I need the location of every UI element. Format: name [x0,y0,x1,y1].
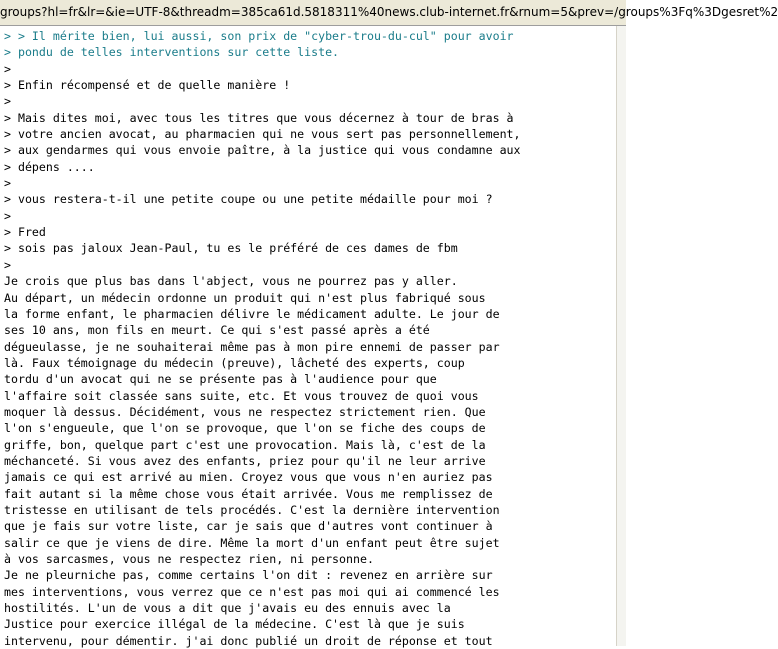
message-body [4,28,616,646]
message-line: que je fais sur votre liste, car je sais que d'autres vont continuer à [4,519,493,534]
quoted-line: > [4,257,11,272]
message-line: la forme enfant, le pharmacien délivre le médicament adulte. Le jour de [4,306,500,321]
message-line: l'on s'engueule, que l'on se provoque, que l'on se fiche des coups de [4,421,486,436]
quoted-line: > [4,61,11,76]
message-line: Justice pour exercice illégal de la médecine. C'est là que je suis [4,617,465,632]
quoted-line: > Enfin récompensé et de quelle manière ! [4,78,291,93]
message-line: intervenu, pour démentir. j'ai donc publié un droit de réponse et tout [4,633,493,648]
quoted-line: > [4,176,11,191]
message-line: Au départ, un médecin ordonne un produit qui n'est plus fabriqué sous [4,290,486,305]
quoted-line: > vous restera-t-il une petite coupe ou une petite médaille pour moi ? [4,192,493,207]
message-line: dégueulasse, je ne souhaiterai même pas à mon pire ennemi de passer par [4,339,500,354]
message-line: l'affaire soit classée sans suite, etc. Et vous trouvez de quoi vous [4,388,479,403]
message-line: hostilités. L'un de vous a dit que j'avais eu des ennuis avec la [4,601,451,616]
message-line: là. Faux témoignage du médecin (preuve), lâcheté des experts, coup [4,355,465,370]
message-line: mes interventions, vous verrez que ce n'est pas moi qui ai commencé les [4,584,500,599]
message-line: méchanceté. Si vous avez des enfants, priez pour qu'il ne leur arrive [4,453,486,468]
message-line: salir ce que je viens de dire. Même la mort d'un enfant peut être sujet [4,535,500,550]
address-bar[interactable] [0,0,778,26]
quoted-line: > pondu de telles interventions sur cette liste. [4,45,340,60]
quoted-line: > Mais dites moi, avec tous les titres que vous décernez à tour de bras à [4,110,514,125]
message-line: tordu d'un avocat qui ne se présente pas à l'audience pour que [4,372,437,387]
quoted-line: > sois pas jaloux Jean-Paul, tu es le préféré de ces dames de fbm [4,241,458,256]
address-bar-url[interactable]: groups?hl=fr&lr=&ie=UTF-8&threadm=385ca61d.5818311%40news.club-internet.fr&rnum=5&prev=/groups%3Fq%3Dgesret%2 [0,5,778,19]
vertical-scrollbar[interactable] [616,26,626,646]
quoted-line: > [4,208,11,223]
quoted-line: > Fred [4,225,46,240]
message-line: à vos sarcasmes, vous ne respectez rien, ni personne. [4,552,374,566]
message-line: jamais ce qui est arrivé au mien. Croyez vous que vous n'en auriez pas [4,470,493,485]
quoted-line: > [4,94,11,109]
message-line: moquer là dessus. Décidément, vous ne respectez strictement rien. Que [4,404,486,419]
message-line: fait autant si la même chose vous était arrivée. Vous me remplissez de [4,486,493,501]
quoted-line: > > Il mérite bien, lui aussi, son prix de "cyber-trou-du-cul" pour avoir [4,29,514,43]
quoted-line: > dépens .... [4,159,95,174]
message-line: Je crois que plus bas dans l'abject, vous ne pourrez pas y aller. [4,274,458,289]
quoted-line: > votre ancien avocat, au pharmacien qui ne vous sert pas personnellement, [4,127,521,142]
message-line: Je ne pleurniche pas, comme certains l'on dit : revenez en arrière sur [4,568,493,583]
message-line: ses 10 ans, mon fils en meurt. Ce qui s'est passé après a été [4,323,430,338]
message-line: griffe, bon, quelque part c'est une provocation. Mais là, c'est de la [4,437,486,452]
message-line: tristesse en utilisant de tels procédés. C'est la dernière intervention [4,502,500,517]
quoted-line: > aux gendarmes qui vous envoie paître, à la justice qui vous condamne aux [4,143,521,158]
